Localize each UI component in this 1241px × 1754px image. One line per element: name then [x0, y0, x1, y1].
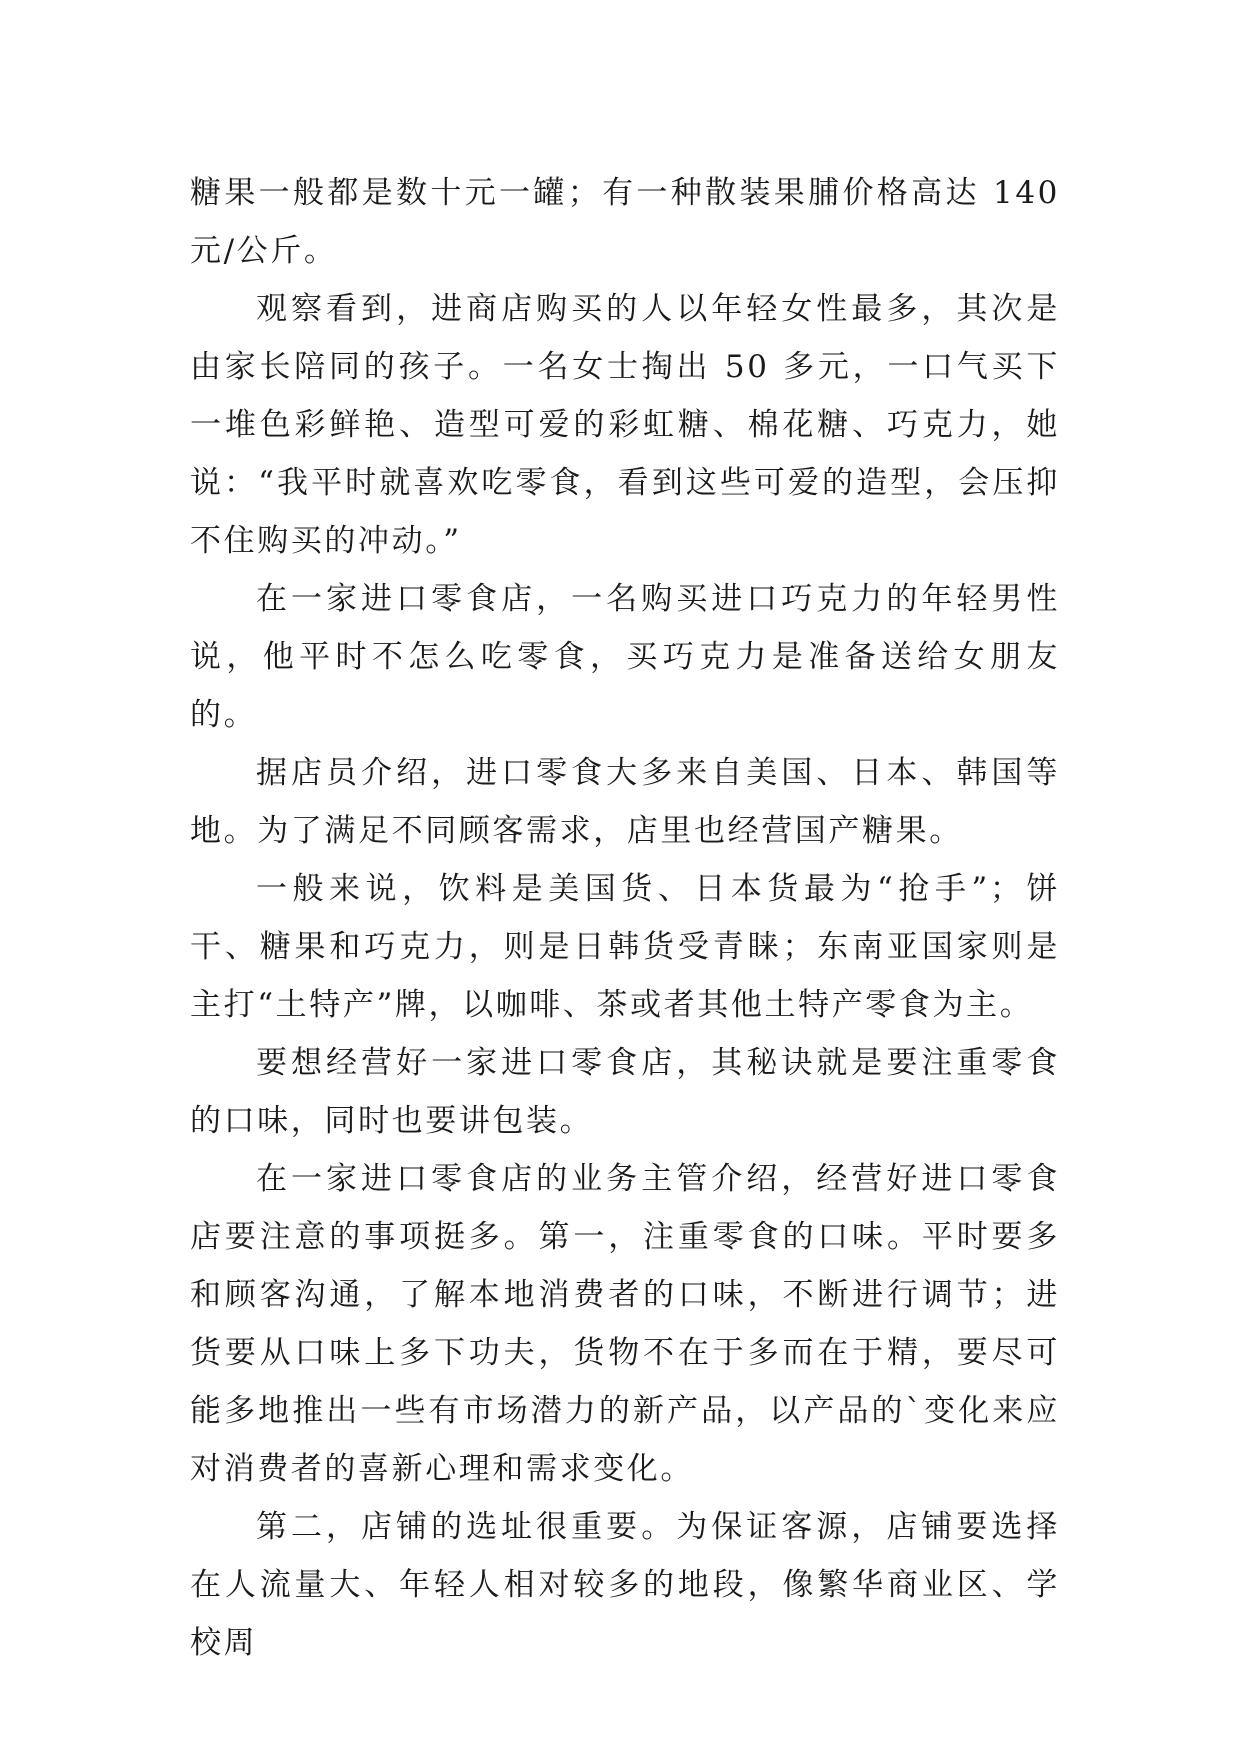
- paragraph-observation: 观察看到，进商店购买的人以年轻女性最多，其次是由家长陪同的孩子。一名女士掏出 50 多元，一口气买下一堆色彩鲜艳、造型可爱的彩虹糖、棉花糖、巧克力，她说：“我平时就喜欢吃零食，看到这些可爱的造型，会压抑不住购买的冲动。”: [190, 291, 1060, 559]
- paragraph-young-man: 在一家进口零食店，一名购买进口巧克力的年轻男性说，他平时不怎么吃零食，买巧克力是准备送给女朋友的。: [190, 581, 1060, 733]
- paragraph-continuation: 糖果一般都是数十元一罐；有一种散装果脯价格高达 140 元/公斤。: [190, 175, 1060, 269]
- document-body: [190, 164, 1060, 1672]
- paragraph-manager-first: 在一家进口零食店的业务主管介绍，经营好进口零食店要注意的事项挺多。第一，注重零食的口味。平时要多和顾客沟通，了解本地消费者的口味，不断进行调节；进货要从口味上多下功夫，货物不在于多而在于精，要尽可能多地推出一些有市场潜力的新产品，以产品的`变化来应对消费者的喜新心理和需求变化。: [190, 1161, 1060, 1487]
- paragraph-manager-second: 第二，店铺的选址很重要。为保证客源，店铺要选择在人流量大、年轻人相对较多的地段，像繁华商业区、学校周: [190, 1509, 1060, 1661]
- paragraph-secret: 要想经营好一家进口零食店，其秘诀就是要注重零食的口味，同时也要讲包装。: [190, 1045, 1060, 1139]
- paragraph-origins: 一般来说，饮料是美国货、日本货最为“抢手”；饼干、糖果和巧克力，则是日韩货受青睐；东南亚国家则是主打“土特产”牌，以咖啡、茶或者其他土特产零食为主。: [190, 871, 1060, 1023]
- paragraph-clerk-intro: 据店员介绍，进口零食大多来自美国、日本、韩国等地。为了满足不同顾客需求，店里也经营国产糖果。: [190, 755, 1060, 849]
